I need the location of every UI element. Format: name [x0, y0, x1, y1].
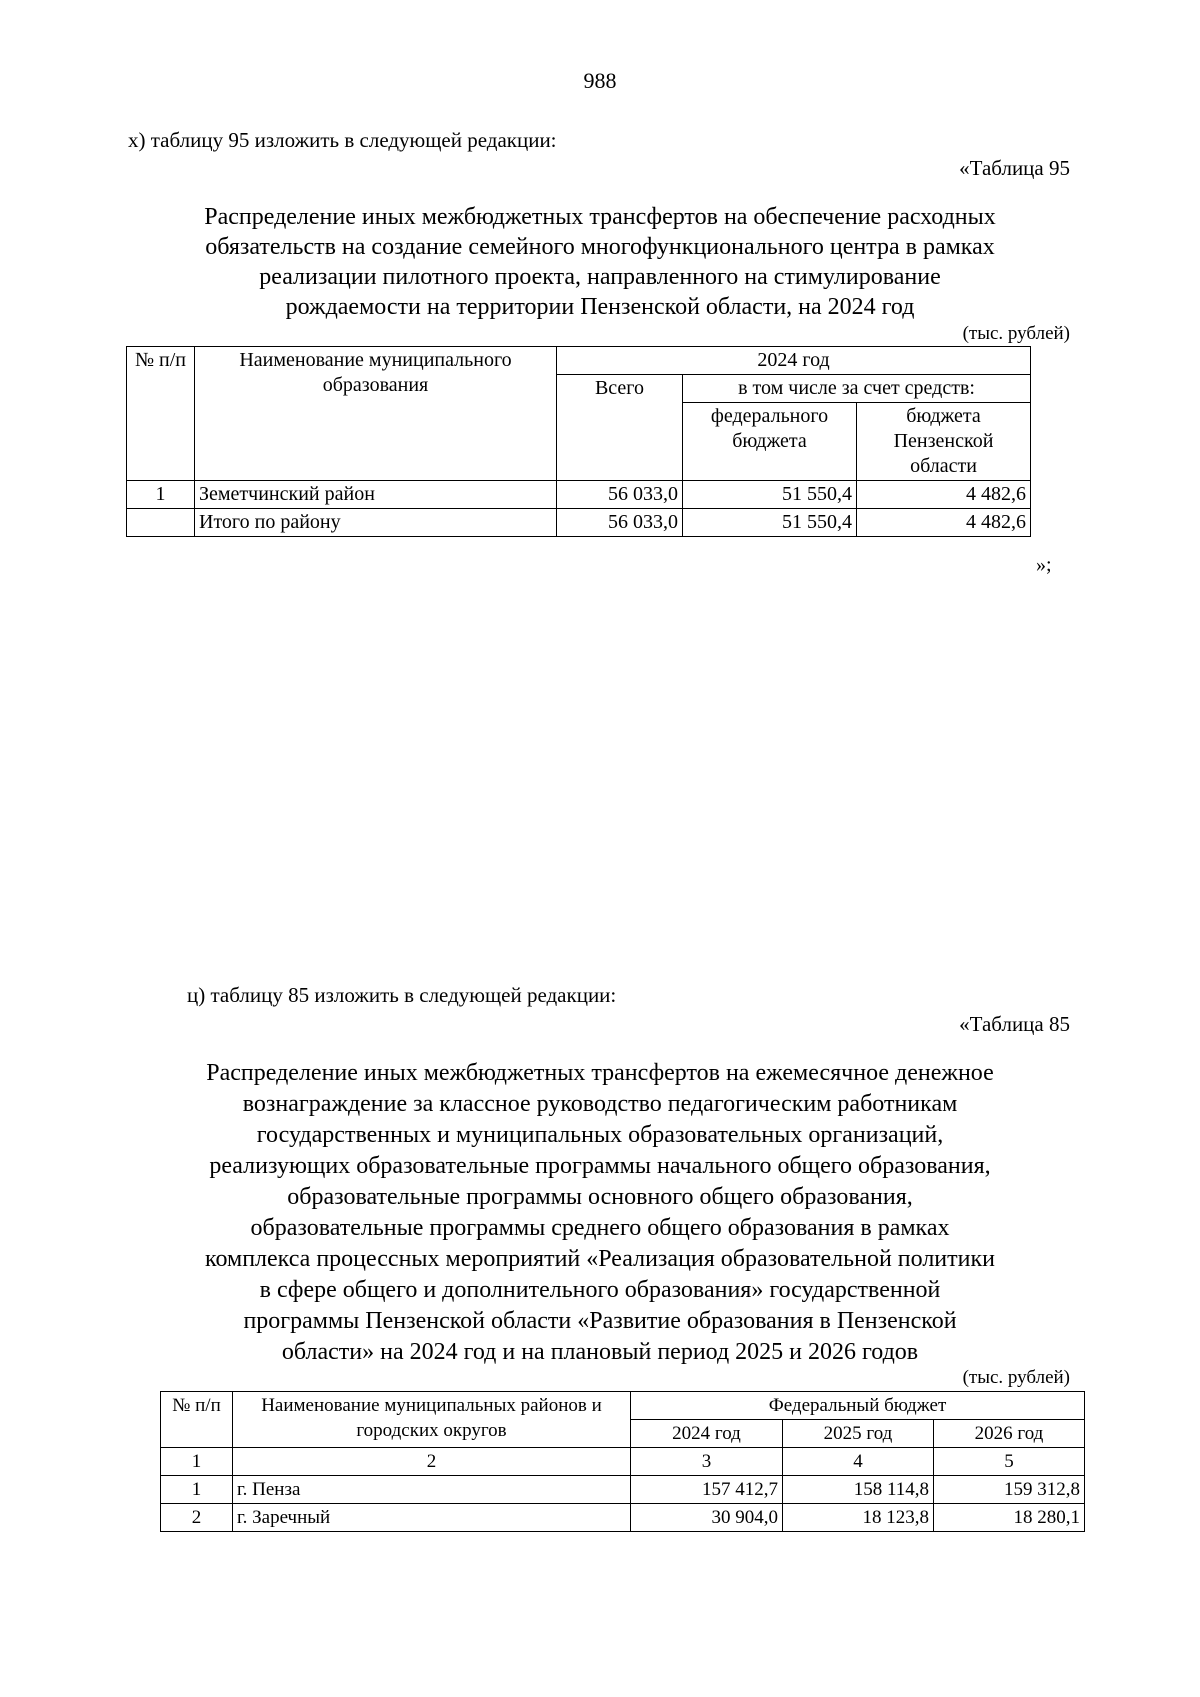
title-line: образовательные программы среднего общего образования в рамках	[250, 1215, 950, 1241]
section1-table-label: «Таблица 95	[959, 156, 1070, 180]
cell-num: 1	[127, 481, 195, 509]
title-line: области» на 2024 год и на плановый период 2025 и 2026 годов	[281, 1339, 919, 1365]
title-line: Распределение иных межбюджетных трансфертов на обеспечение расходных	[204, 204, 996, 230]
title-line: реализации пилотного проекта, направленного на стимулирование	[259, 264, 941, 290]
cell-2026: 18 280,1	[934, 1504, 1085, 1532]
col-number: 5	[934, 1448, 1085, 1476]
table-row	[127, 481, 1031, 509]
title-line: вознаграждение за классное руководство педагогическим работникам	[242, 1091, 958, 1117]
cell-name: Земетчинский район	[195, 481, 557, 509]
section1-units: (тыс. рублей)	[962, 323, 1070, 344]
col-number: 4	[783, 1448, 934, 1476]
title-line: Распределение иных межбюджетных трансфертов на ежемесячное денежное	[206, 1060, 994, 1086]
section2-table-label: «Таблица 85	[959, 1012, 1070, 1036]
header-incl: в том числе за счет средств:	[683, 375, 1031, 403]
cell-federal: 51 550,4	[683, 509, 857, 537]
header-regional: бюджета Пензенской области	[857, 403, 1031, 481]
section2-title	[100, 1058, 1100, 1368]
cell-name: г. Пенза	[233, 1476, 631, 1504]
header-2026: 2026 год	[934, 1420, 1085, 1448]
page-number: 988	[583, 68, 617, 93]
col-number: 3	[631, 1448, 783, 1476]
cell-regional: 4 482,6	[857, 481, 1031, 509]
section2-intro: ц) таблицу 85 изложить в следующей редакции:	[187, 983, 617, 1007]
header-year: 2024 год	[557, 347, 1031, 375]
cell-regional: 4 482,6	[857, 509, 1031, 537]
cell-federal: 51 550,4	[683, 481, 857, 509]
title-line: в сфере общего и дополнительного образования» государственной	[259, 1277, 941, 1303]
header-2024: 2024 год	[631, 1420, 783, 1448]
table-row	[161, 1476, 1085, 1504]
cell-total: 56 033,0	[557, 509, 683, 537]
table-95	[126, 346, 1031, 537]
cell-name: Итого по району	[195, 509, 557, 537]
col-number: 2	[233, 1448, 631, 1476]
header-budget: Федеральный бюджет	[631, 1392, 1085, 1420]
table-85	[160, 1391, 1085, 1532]
cell-2026: 159 312,8	[934, 1476, 1085, 1504]
title-line: образовательные программы основного общего образования,	[287, 1184, 913, 1210]
section1-title	[100, 202, 1100, 322]
cell-2024: 30 904,0	[631, 1504, 783, 1532]
header-federal: федерального бюджета	[683, 403, 857, 481]
header-name: Наименование муниципального образования	[195, 347, 557, 481]
title-line: программы Пензенской области «Развитие образования в Пензенской	[243, 1308, 957, 1334]
header-num: № п/п	[127, 347, 195, 481]
table-row	[127, 509, 1031, 537]
header-2025: 2025 год	[783, 1420, 934, 1448]
cell-num: 2	[161, 1504, 233, 1532]
cell-num: 1	[161, 1476, 233, 1504]
cell-num	[127, 509, 195, 537]
section1-intro: х) таблицу 95 изложить в следующей редакции:	[128, 128, 557, 152]
title-line: рождаемости на территории Пензенской области, на 2024 год	[285, 294, 915, 320]
title-line: комплекса процессных мероприятий «Реализация образовательной политики	[205, 1246, 995, 1272]
table-row	[161, 1504, 1085, 1532]
column-number-row	[161, 1448, 1085, 1476]
cell-name: г. Заречный	[233, 1504, 631, 1532]
header-name: Наименование муниципальных районов и городских округов	[233, 1392, 631, 1448]
section2-units: (тыс. рублей)	[962, 1367, 1070, 1388]
header-num: № п/п	[161, 1392, 233, 1448]
cell-2024: 157 412,7	[631, 1476, 783, 1504]
title-line: реализующих образовательные программы начального общего образования,	[209, 1153, 991, 1179]
cell-total: 56 033,0	[557, 481, 683, 509]
cell-2025: 18 123,8	[783, 1504, 934, 1532]
col-number: 1	[161, 1448, 233, 1476]
title-line: обязательств на создание семейного многофункционального центра в рамках	[205, 234, 995, 260]
title-line: государственных и муниципальных образовательных организаций,	[256, 1122, 944, 1148]
header-total: Всего	[557, 375, 683, 481]
section1-closing: »;	[1036, 554, 1052, 576]
cell-2025: 158 114,8	[783, 1476, 934, 1504]
